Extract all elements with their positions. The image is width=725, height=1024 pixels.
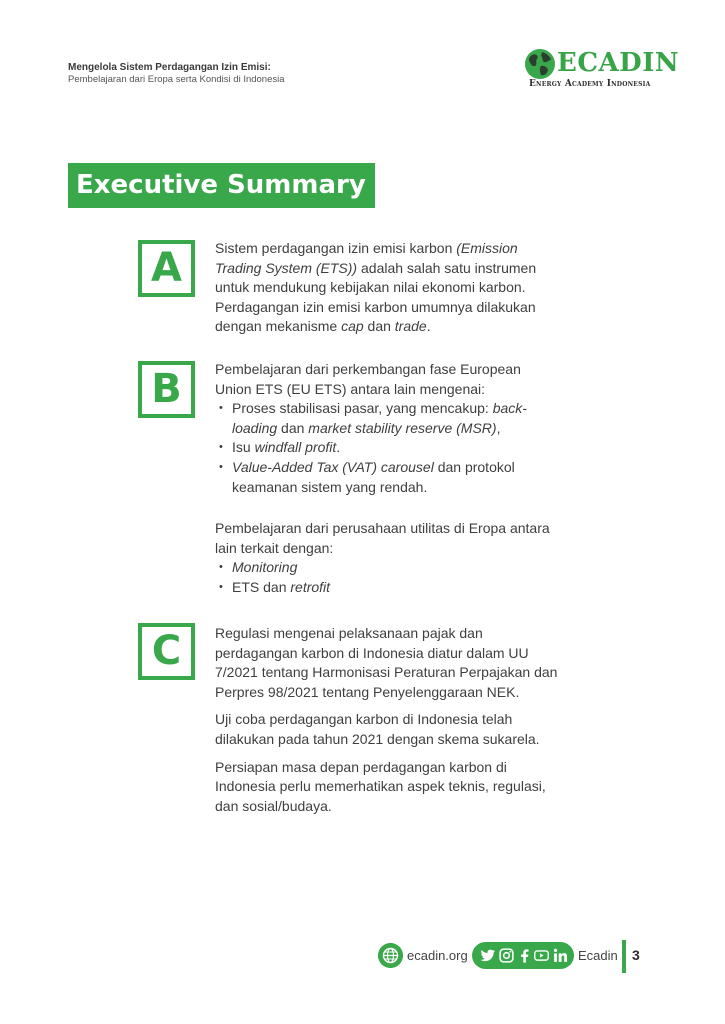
page-number: 3: [632, 947, 640, 963]
section-b-list-2: [215, 558, 560, 597]
twitter-icon[interactable]: [479, 947, 496, 964]
list-item: • Value-Added Tax (VAT) carousel dan protokol keamanan sistem yang rendah.: [215, 458, 560, 497]
section-b-utilities-text: [215, 519, 560, 597]
list-item: • Monitoring: [215, 558, 560, 578]
section-c-paragraph-3: Persiapan masa depan perdagangan karbon di Indonesia perlu memerhatikan aspek teknis, regulasi, dan sosial/budaya.: [215, 758, 546, 814]
logo-tagline: Energy Academy Indonesia: [529, 79, 651, 89]
website-link[interactable]: ecadin.org: [407, 948, 468, 963]
section-b-text: [215, 360, 560, 497]
page-footer: [0, 940, 725, 974]
section-a-letter: A: [138, 240, 195, 297]
page-number-divider: [622, 940, 626, 973]
instagram-icon[interactable]: [498, 947, 515, 964]
section-a-text: [215, 239, 560, 337]
ecadin-logo: [524, 46, 680, 92]
section-b-intro-2: Pembelajaran dari perusahaan utilitas di Eropa antara lain terkait dengan:: [215, 520, 550, 556]
youtube-icon[interactable]: [533, 947, 550, 964]
logo-wordmark: ECADIN: [557, 48, 680, 78]
section-a-paragraph: Sistem perdagangan izin emisi karbon (Emission Trading System (ETS)) adalah salah satu instrumen untuk mendukung kebijakan nilai ekonomi karbon. Perdagangan izin emisi karbon umumnya dilakukan dengan mekanisme cap dan trade.: [215, 240, 537, 335]
document-subtitle: Pembelajaran dari Eropa serta Kondisi di Indonesia: [68, 74, 285, 85]
list-item: • ETS dan retrofit: [215, 578, 560, 598]
section-c-paragraph-1: Regulasi mengenai pelaksanaan pajak dan perdagangan karbon di Indonesia diatur dalam UU 7/2021 tentang Harmonisasi Peraturan Perpajakan dan Perpres 98/2021 tentang Penyelenggaraan NEK.: [215, 625, 558, 700]
document-title: Mengelola Sistem Perdagangan Izin Emisi:: [68, 62, 271, 73]
document-header: [68, 62, 285, 86]
list-item: • Isu windfall profit.: [215, 438, 560, 458]
linkedin-icon[interactable]: [552, 947, 569, 964]
section-b-intro: Pembelajaran dari perkembangan fase European Union ETS (EU ETS) antara lain mengenai:: [215, 361, 521, 397]
section-b-letter: B: [138, 361, 195, 418]
globe-icon[interactable]: [378, 943, 403, 968]
section-c-letter: C: [138, 623, 195, 680]
social-links: [472, 942, 574, 969]
section-b-list: [215, 399, 560, 497]
section-c-text: [215, 624, 560, 816]
brand-handle: Ecadin: [578, 948, 618, 963]
list-item: • Proses stabilisasi pasar, yang mencakup: back-loading dan market stability reserve (MSR),: [215, 399, 560, 438]
globe-icon: [524, 48, 556, 80]
executive-summary-heading: Executive Summary: [68, 163, 375, 208]
section-c-paragraph-2: Uji coba perdagangan karbon di Indonesia telah dilakukan pada tahun 2021 dengan skema sukarela.: [215, 711, 540, 747]
facebook-icon[interactable]: [516, 947, 533, 964]
